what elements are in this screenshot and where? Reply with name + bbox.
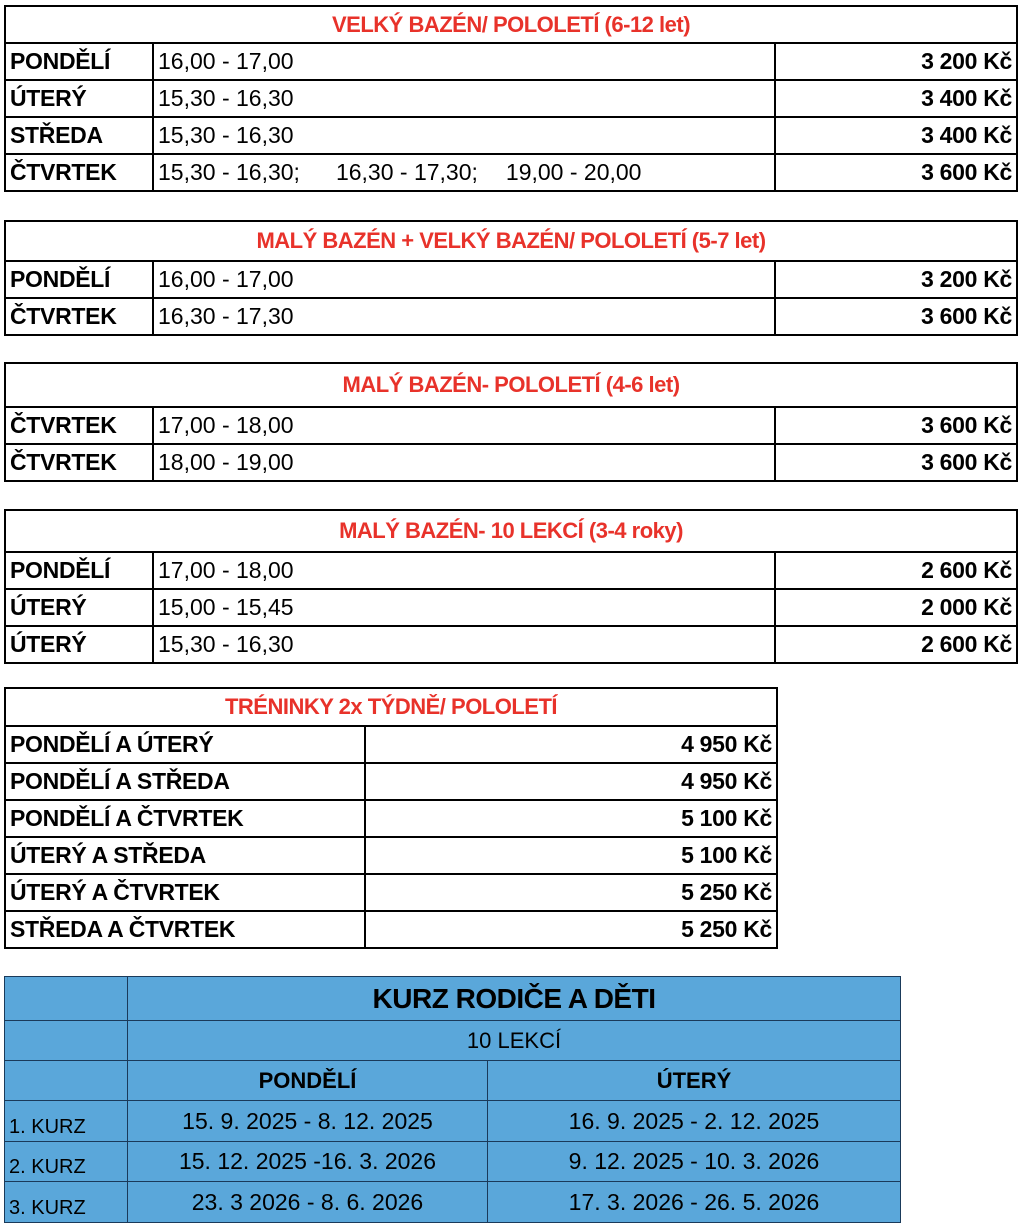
price-cell: 3 200 Kč bbox=[775, 43, 1017, 80]
price-cell: 3 400 Kč bbox=[775, 80, 1017, 117]
table-row bbox=[5, 626, 1017, 663]
day-cell: PONDĚLÍ bbox=[5, 261, 153, 298]
day-cell: ČTVRTEK bbox=[5, 298, 153, 335]
price-cell: 5 100 Kč bbox=[365, 800, 777, 837]
time-cell: 16,30 - 17,30 bbox=[153, 298, 775, 335]
monday-dates: 15. 12. 2025 -16. 3. 2026 bbox=[128, 1142, 488, 1182]
price-cell: 3 600 Kč bbox=[775, 444, 1017, 481]
day-cell: ČTVRTEK bbox=[5, 154, 153, 191]
table-row bbox=[5, 1142, 901, 1182]
day-cell: PONDĚLÍ bbox=[5, 43, 153, 80]
tuesday-dates: 16. 9. 2025 - 2. 12. 2025 bbox=[488, 1101, 901, 1142]
time-cell bbox=[153, 154, 775, 191]
price-cell: 5 250 Kč bbox=[365, 874, 777, 911]
price-cell: 5 250 Kč bbox=[365, 911, 777, 948]
table-title: MALÝ BAZÉN- 10 LEKCÍ (3-4 roky) bbox=[5, 510, 1017, 552]
time-cell: 15,30 - 16,30 bbox=[153, 80, 775, 117]
training-table bbox=[4, 687, 778, 949]
time-cell: 16,00 - 17,00 bbox=[153, 43, 775, 80]
table-row bbox=[5, 1182, 901, 1223]
time-cell: 18,00 - 19,00 bbox=[153, 444, 775, 481]
course-label: 3. KURZ bbox=[5, 1182, 128, 1223]
column-header-tuesday: ÚTERÝ bbox=[488, 1061, 901, 1101]
table-title: MALÝ BAZÉN + VELKÝ BAZÉN/ POLOLETÍ (5-7 let) bbox=[5, 221, 1017, 261]
price-cell: 3 400 Kč bbox=[775, 117, 1017, 154]
day-cell: ÚTERÝ bbox=[5, 589, 153, 626]
empty-cell bbox=[5, 1061, 128, 1101]
pricing-table-maly-bazen-pololeti bbox=[4, 362, 1018, 482]
table-row bbox=[5, 407, 1017, 444]
table-row bbox=[5, 80, 1017, 117]
days-cell: PONDĚLÍ A ÚTERÝ bbox=[5, 726, 365, 763]
monday-dates: 15. 9. 2025 - 8. 12. 2025 bbox=[128, 1101, 488, 1142]
table-title: MALÝ BAZÉN- POLOLETÍ (4-6 let) bbox=[5, 363, 1017, 407]
table-row bbox=[5, 298, 1017, 335]
table-row bbox=[5, 444, 1017, 481]
empty-cell bbox=[5, 1021, 128, 1061]
table-title: VELKÝ BAZÉN/ POLOLETÍ (6-12 let) bbox=[5, 6, 1017, 43]
table-row bbox=[5, 837, 777, 874]
table-row bbox=[5, 261, 1017, 298]
table-row bbox=[5, 911, 777, 948]
price-cell: 2 600 Kč bbox=[775, 626, 1017, 663]
time-cell: 17,00 - 18,00 bbox=[153, 407, 775, 444]
table-row bbox=[5, 43, 1017, 80]
table-row bbox=[5, 154, 1017, 191]
monday-dates: 23. 3 2026 - 8. 6. 2026 bbox=[128, 1182, 488, 1223]
table-row bbox=[5, 763, 777, 800]
time-slot: 15,30 - 16,30; bbox=[158, 159, 300, 185]
days-cell: ÚTERÝ A STŘEDA bbox=[5, 837, 365, 874]
time-cell: 17,00 - 18,00 bbox=[153, 552, 775, 589]
days-cell: PONDĚLÍ A STŘEDA bbox=[5, 763, 365, 800]
day-cell: STŘEDA bbox=[5, 117, 153, 154]
course-title: KURZ RODIČE A DĚTI bbox=[128, 977, 901, 1021]
pricing-table-maly-bazen-10-lekci bbox=[4, 509, 1018, 664]
price-cell: 3 600 Kč bbox=[775, 154, 1017, 191]
time-slot: 16,30 - 17,30; bbox=[335, 159, 478, 185]
tuesday-dates: 17. 3. 2026 - 26. 5. 2026 bbox=[488, 1182, 901, 1223]
price-cell: 3 200 Kč bbox=[775, 261, 1017, 298]
table-row bbox=[5, 1101, 901, 1142]
pricing-table-velky-bazen bbox=[4, 5, 1018, 192]
tuesday-dates: 9. 12. 2025 - 10. 3. 2026 bbox=[488, 1142, 901, 1182]
time-cell: 15,30 - 16,30 bbox=[153, 117, 775, 154]
day-cell: PONDĚLÍ bbox=[5, 552, 153, 589]
course-label: 2. KURZ bbox=[5, 1142, 128, 1182]
days-cell: PONDĚLÍ A ČTVRTEK bbox=[5, 800, 365, 837]
day-cell: ÚTERÝ bbox=[5, 626, 153, 663]
table-row bbox=[5, 800, 777, 837]
empty-cell bbox=[5, 977, 128, 1021]
price-cell: 4 950 Kč bbox=[365, 726, 777, 763]
days-cell: ÚTERÝ A ČTVRTEK bbox=[5, 874, 365, 911]
table-row bbox=[5, 874, 777, 911]
time-cell: 15,30 - 16,30 bbox=[153, 626, 775, 663]
time-cell: 15,00 - 15,45 bbox=[153, 589, 775, 626]
table-row bbox=[5, 117, 1017, 154]
day-cell: ČTVRTEK bbox=[5, 444, 153, 481]
table-row bbox=[5, 552, 1017, 589]
course-subtitle: 10 LEKCÍ bbox=[128, 1021, 901, 1061]
parents-course-table bbox=[4, 976, 901, 1223]
course-label: 1. KURZ bbox=[5, 1101, 128, 1142]
table-row bbox=[5, 726, 777, 763]
price-cell: 2 600 Kč bbox=[775, 552, 1017, 589]
time-cell: 16,00 - 17,00 bbox=[153, 261, 775, 298]
price-cell: 5 100 Kč bbox=[365, 837, 777, 874]
price-cell: 3 600 Kč bbox=[775, 407, 1017, 444]
day-cell: ÚTERÝ bbox=[5, 80, 153, 117]
time-slot: 19,00 - 20,00 bbox=[505, 159, 642, 185]
table-row bbox=[5, 589, 1017, 626]
price-cell: 4 950 Kč bbox=[365, 763, 777, 800]
day-cell: ČTVRTEK bbox=[5, 407, 153, 444]
price-cell: 2 000 Kč bbox=[775, 589, 1017, 626]
days-cell: STŘEDA A ČTVRTEK bbox=[5, 911, 365, 948]
price-cell: 3 600 Kč bbox=[775, 298, 1017, 335]
table-title: TRÉNINKY 2x TÝDNĚ/ POLOLETÍ bbox=[5, 688, 777, 726]
pricing-table-maly-velky-bazen bbox=[4, 220, 1018, 336]
column-header-monday: PONDĚLÍ bbox=[128, 1061, 488, 1101]
